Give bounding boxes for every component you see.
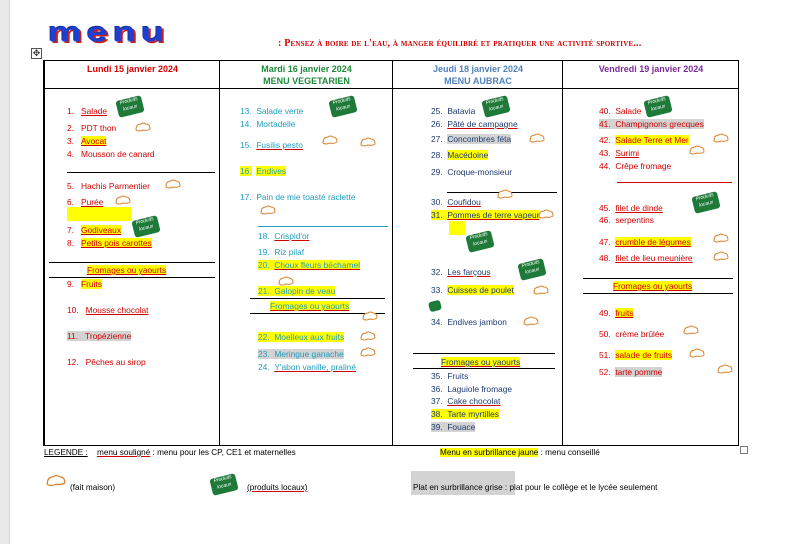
homemade-icon [497,189,513,199]
day-subtitle: MENU AUBRAC [444,76,512,86]
day-title: Mardi 16 janvier 2024 [261,64,352,74]
local-products-badge: Produits locaux [131,215,160,238]
homemade-icon [135,122,151,132]
menu-item: 2. PDT thon [67,123,117,133]
menu-item: 43. Surimi [599,148,640,158]
column-tuesday [219,61,393,445]
menu-item: 21. Galopin de veau [258,286,336,296]
local-products-badge: Produits locaux [643,95,672,118]
legend-yellow: Menu en surbrillance jaune : menu conseillé [440,448,600,457]
menu-item: 3. Avocat [67,136,107,146]
homemade-icon [165,179,181,189]
menu-item: 28. Macédoine [431,150,489,160]
legend-gray: Plat en surbrillance grise : plat pour le collège et le lycée seulement [413,483,658,492]
menu-item: 22. Moelleux aux fruits [258,332,345,342]
separator [250,298,385,299]
menu-item: 1. Salade [67,106,108,116]
cheese-line: Fromages ou yaourts [441,357,521,367]
homemade-icon [713,133,729,143]
column-monday [44,61,220,445]
menu-item: 44. Crêpe fromage [599,161,672,171]
menu-item: 18. Crispid'or [258,231,310,241]
homemade-icon [362,311,378,321]
menu-item: 39. Fouace [431,422,476,432]
menu-item: 33. Cuisses de poulet [431,285,514,295]
cheese-line: Fromages ou yaourts [613,281,693,291]
page-margin [0,0,10,544]
menu-item: 32. Les farçous [431,267,491,277]
local-products-badge: Produits locaux [481,95,510,118]
day-title: Jeudi 18 janvier 2024 [432,64,524,74]
homemade-icon [278,276,294,286]
menu-item: 42. Salade Terre et Mer [599,135,689,145]
menu-item: 30. Coufidou [431,197,481,207]
menu-item: 17. Pain de mie toasté raclette [240,192,356,202]
menu-item: 9. Fruits [67,279,102,289]
local-products-badge: Produits locaux [465,230,494,253]
menu-item: 45. filet de dinde [599,203,663,213]
separator [413,353,555,354]
homemade-icon [360,137,376,147]
menu-item: 16. Endives [240,166,287,176]
homemade-icon [689,145,705,155]
local-products-badge: Produits locaux [517,258,546,281]
menu-item: 5. Hachis Parmentier [67,181,150,191]
homemade-icon [683,325,699,335]
menu-item: 41. Champignons grecques [599,119,704,129]
menu-item: 23. Meringue ganache [258,349,344,359]
separator [67,172,215,173]
homemade-icon [260,205,276,215]
separator [617,182,732,183]
highlight-block [67,207,131,221]
menu-item: 12. Pêches au sirop [67,357,146,367]
menu-item: 34. Endives jambon [431,317,507,327]
homemade-icon [717,364,733,374]
legend-local: (produits locaux) [247,483,308,492]
homemade-icon [322,135,338,145]
menu-item: 25. Batavia [431,106,476,116]
menu-item: 24. Y'abon vanille, praliné [258,362,356,372]
separator [258,226,388,227]
menu-item: 51. salade de fruits [599,350,673,360]
menu-item: 29. Croque-monsieur [431,167,513,177]
tagline: : Pensez à boire de l'eau, à manger équilibré et pratiquer une activité sportive... [278,38,642,49]
homemade-icon [523,316,539,326]
homemade-icon [529,133,545,143]
menu-item: 6. Purée [67,197,104,207]
local-products-badge: Produits locaux [209,473,238,496]
menu-item: 26. Pâté de campagne [431,119,518,129]
homemade-icon [713,251,729,261]
menu-item: 49. fruits [599,308,634,318]
day-title: Vendredi 19 janvier 2024 [598,64,704,74]
menu-item: 48. filet de lieu meunière [599,253,693,263]
homemade-icon [46,474,66,487]
menu-item: 47. crumble de légumes [599,237,691,247]
menu-item: 31. Pommes de terre vapeur [431,210,540,220]
homemade-icon [360,347,376,357]
homemade-icon [360,331,376,341]
menu-item: 40. Salade [599,106,642,116]
menu-item: 37. Cake chocolat [431,396,501,406]
menu-item: 38. Tarte myrtilles [431,409,499,419]
legend-title: LEGENDE : [44,448,88,457]
day-title: Lundi 15 janvier 2024 [86,64,179,74]
local-products-badge [428,300,442,313]
menu-item: 11. Tropézienne [67,331,132,341]
menu-item: 27. Concombres féta [431,134,512,144]
column-friday [562,61,739,445]
homemade-icon [689,348,705,358]
menu-item: 7. Godiveaux [67,225,122,235]
homemade-icon [538,209,554,219]
menu-item: 15. Fusilis pesto [240,140,303,150]
separator [583,293,733,294]
homemade-icon [713,233,729,243]
table-resize-handle[interactable] [740,446,748,454]
menu-item: 46. serpentins [599,215,654,225]
homemade-icon [533,285,549,295]
menu-item: 19. Riz pilaf [258,247,305,257]
menu-table [43,60,739,446]
menu-item: 14. Mortadelle [240,119,296,129]
menu-item: 20. Choux fleurs béchamel [258,260,360,270]
menu-logo: menu [48,17,170,48]
separator [49,277,215,278]
local-products-badge: Produits locaux [115,95,144,118]
menu-item: 10. Mousse chocolat [67,305,149,315]
legend-homemade: (fait maison) [70,483,116,492]
legend-underlined: menu souligné : menu pour les CP, CE1 et maternelles [97,448,296,457]
highlight-block [449,221,465,235]
cheese-line: Fromages ou yaourts [270,301,350,311]
menu-item: 50. crème brûlée [599,329,665,339]
table-move-handle-icon[interactable]: ✥ [32,48,41,58]
menu-item: 13. Salade verte [240,106,304,116]
day-subtitle: MENU VEGETARIEN [263,76,350,86]
menu-item: 36. Laguiole fromage [431,384,513,394]
homemade-icon [115,195,131,205]
separator [49,262,215,263]
menu-item: 35. Fruits [431,371,469,381]
local-products-badge: Produits locaux [691,191,720,214]
separator [413,368,555,369]
separator [583,278,733,279]
column-thursday [392,61,563,445]
cheese-line: Fromages ou yaourts [87,265,167,275]
local-products-badge: Produits locaux [328,95,357,118]
menu-item: 4. Mousson de canard [67,149,155,159]
menu-item: 8. Petits pois carottes [67,238,152,248]
menu-item: 52. tarte pomme [599,367,663,377]
